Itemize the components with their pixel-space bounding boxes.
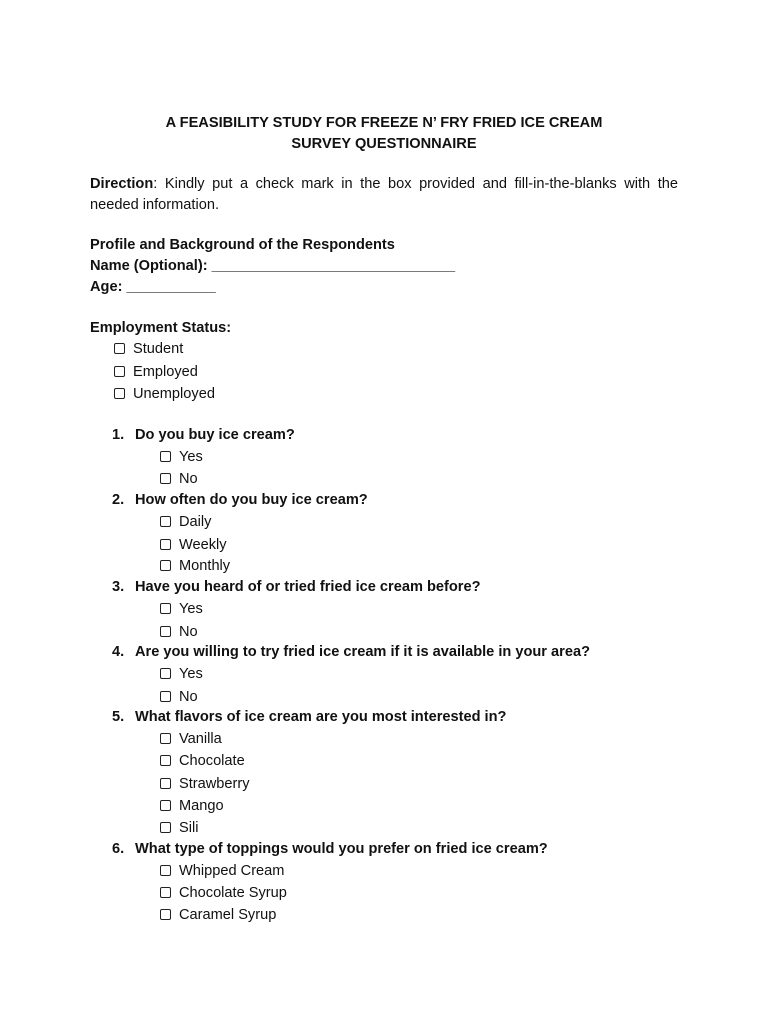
answer-option[interactable]	[160, 621, 198, 643]
title-line-2: SURVEY QUESTIONNAIRE	[291, 136, 477, 152]
question-4	[112, 641, 590, 663]
question-number: 3.	[112, 579, 125, 595]
checkbox-icon[interactable]	[160, 560, 171, 571]
answer-option[interactable]	[160, 904, 276, 926]
answer-option[interactable]	[160, 446, 203, 468]
answer-option[interactable]	[160, 534, 227, 556]
question-text: How often do you buy ice cream?	[135, 492, 368, 508]
question-5	[112, 706, 506, 728]
checkbox-icon[interactable]	[160, 865, 171, 876]
answer-option[interactable]	[160, 598, 203, 620]
option-label: Mango	[179, 798, 224, 814]
profile-section	[90, 235, 690, 298]
employment-option[interactable]	[114, 338, 183, 360]
question-2	[112, 489, 368, 511]
checkbox-icon[interactable]	[160, 733, 171, 744]
option-label: No	[179, 471, 198, 487]
option-label: Strawberry	[179, 776, 250, 792]
question-number: 5.	[112, 709, 125, 725]
profile-heading: Profile and Background of the Respondents	[90, 237, 395, 253]
checkbox-icon[interactable]	[160, 668, 171, 679]
employment-option[interactable]	[114, 383, 215, 405]
option-label: Chocolate Syrup	[179, 885, 287, 901]
checkbox-icon[interactable]	[160, 822, 171, 833]
answer-option[interactable]	[160, 468, 198, 490]
option-label: Yes	[179, 601, 203, 617]
checkbox-icon[interactable]	[160, 909, 171, 920]
option-label: Yes	[179, 666, 203, 682]
checkbox-icon[interactable]	[114, 366, 125, 377]
name-field-line: Name (Optional): ______________________________	[90, 258, 456, 274]
direction-paragraph	[90, 174, 678, 216]
question-text: What type of toppings would you prefer on fried ice cream?	[135, 841, 548, 857]
question-number: 1.	[112, 427, 125, 443]
checkbox-icon[interactable]	[160, 516, 171, 527]
answer-option[interactable]	[160, 860, 284, 882]
answer-option[interactable]	[160, 773, 250, 795]
option-label: Sili	[179, 820, 199, 836]
option-label: Employed	[133, 364, 198, 380]
answer-option[interactable]	[160, 817, 198, 839]
answer-option[interactable]	[160, 882, 287, 904]
checkbox-icon[interactable]	[160, 451, 171, 462]
option-label: Yes	[179, 449, 203, 465]
option-label: Caramel Syrup	[179, 907, 277, 923]
question-1	[112, 424, 295, 446]
option-label: No	[179, 689, 198, 705]
option-label: Monthly	[179, 558, 231, 574]
option-label: Daily	[179, 514, 212, 530]
age-field-line: Age: ___________	[90, 279, 216, 295]
checkbox-icon[interactable]	[160, 473, 171, 484]
question-text: Are you willing to try fried ice cream if it is available in your area?	[135, 644, 590, 660]
direction-text: : Kindly put a check mark in the box provided and fill-in-the-blanks with the needed information.	[90, 176, 678, 213]
answer-option[interactable]	[160, 686, 198, 708]
answer-option[interactable]	[160, 663, 203, 685]
direction-label: Direction	[90, 176, 154, 192]
question-6	[112, 838, 548, 860]
employment-option[interactable]	[114, 361, 198, 383]
checkbox-icon[interactable]	[160, 539, 171, 550]
checkbox-icon[interactable]	[160, 603, 171, 614]
checkbox-icon[interactable]	[160, 800, 171, 811]
title-line-1: A FEASIBILITY STUDY FOR FREEZE N’ FRY FRIED ICE CREAM	[165, 115, 603, 131]
employment-heading: Employment Status:	[90, 320, 232, 336]
checkbox-icon[interactable]	[160, 626, 171, 637]
checkbox-icon[interactable]	[114, 343, 125, 354]
question-text: What flavors of ice cream are you most interested in?	[135, 709, 507, 725]
answer-option[interactable]	[160, 728, 222, 750]
checkbox-icon[interactable]	[160, 755, 171, 766]
answer-option[interactable]	[160, 750, 245, 772]
option-label: No	[179, 624, 198, 640]
question-text: Have you heard of or tried fried ice cream before?	[135, 579, 481, 595]
question-text: Do you buy ice cream?	[135, 427, 295, 443]
answer-option[interactable]	[160, 795, 224, 817]
option-label: Weekly	[179, 537, 227, 553]
answer-option[interactable]	[160, 555, 230, 577]
checkbox-icon[interactable]	[114, 388, 125, 399]
option-label: Chocolate	[179, 753, 245, 769]
option-label: Student	[133, 341, 184, 357]
question-number: 4.	[112, 644, 125, 660]
checkbox-icon[interactable]	[160, 887, 171, 898]
question-number: 6.	[112, 841, 125, 857]
question-number: 2.	[112, 492, 125, 508]
option-label: Vanilla	[179, 731, 222, 747]
checkbox-icon[interactable]	[160, 691, 171, 702]
option-label: Unemployed	[133, 386, 215, 402]
question-3	[112, 576, 481, 598]
checkbox-icon[interactable]	[160, 778, 171, 789]
option-label: Whipped Cream	[179, 863, 285, 879]
document-title	[0, 113, 768, 155]
answer-option[interactable]	[160, 511, 211, 533]
